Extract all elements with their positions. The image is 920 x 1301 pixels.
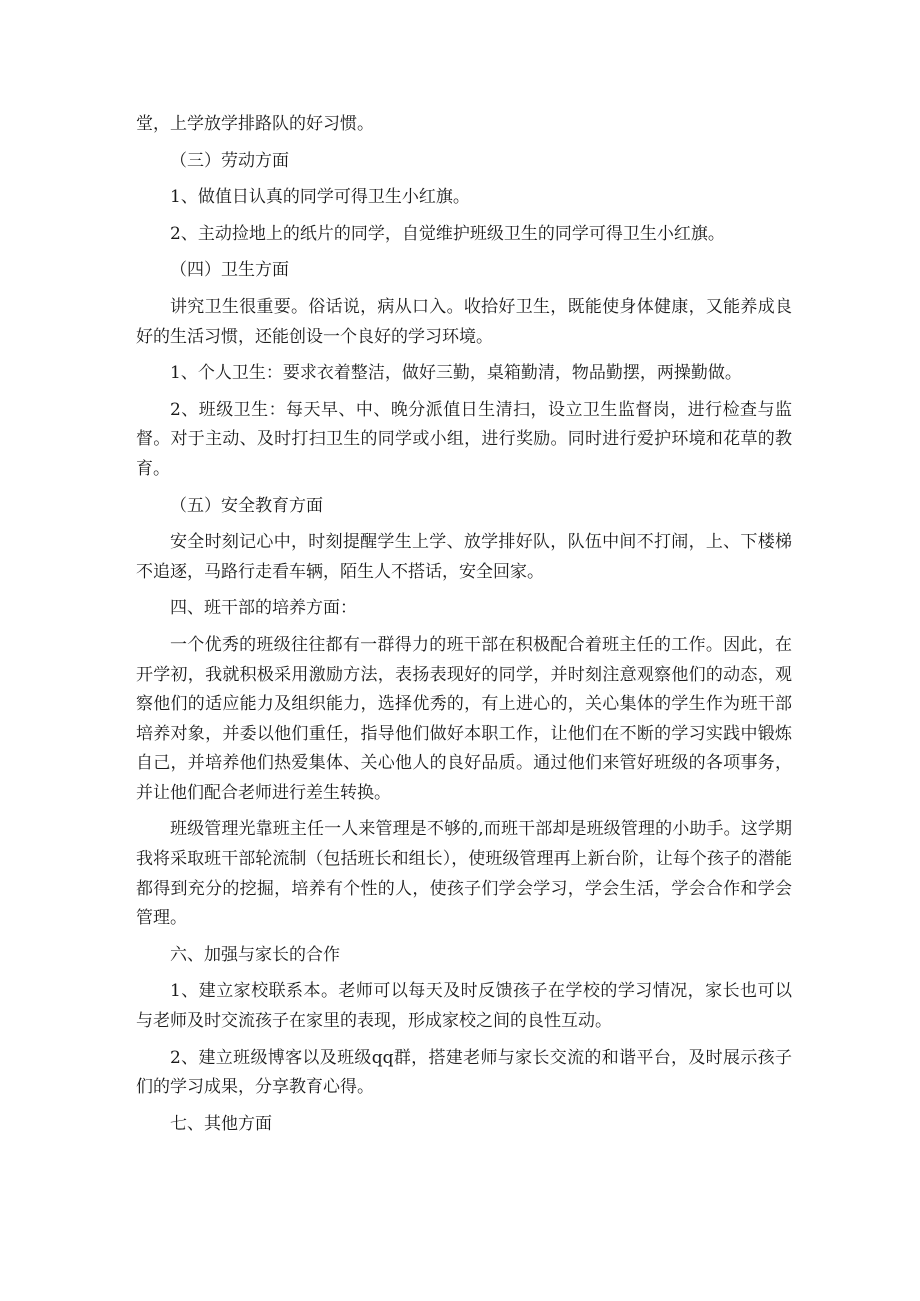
- section-heading-labor: （三）劳动方面: [170, 150, 289, 171]
- class-cadre-body-2: 班级管理光靠班主任一人来管理是不够的,而班干部却是班级管理的小助手。这学期我将采取班干部轮流制（包括班长和组长），使班级管理再上新台阶，让每个孩子的潜能都得到充分的挖掘，培养有个性的人，使孩子们学会学习，学会生活，学会合作和学会管理。: [136, 819, 792, 929]
- labor-item-1: 1、做值日认真的同学可得卫生小红旗。: [170, 187, 470, 208]
- safety-body: 安全时刻记心中，时刻提醒学生上学、放学排好队，队伍中间不打闹，上、下楼梯不追逐，马路行走看车辆，陌生人不搭话，安全回家。: [136, 532, 792, 582]
- section-heading-hygiene: （四）卫生方面: [170, 260, 289, 281]
- labor-item-2: 2、主动捡地上的纸片的同学，自觉维护班级卫生的同学可得卫生小红旗。: [170, 223, 725, 244]
- section-heading-other: 七、其他方面: [170, 1113, 272, 1134]
- hygiene-item-2: 2、班级卫生：每天早、中、晚分派值日生清扫，设立卫生监督岗，进行检查与监督。对于主动、及时打扫卫生的同学或小组，进行奖励。同时进行爱护环境和花草的教育。: [136, 399, 792, 479]
- parents-item-1: 1、建立家校联系本。老师可以每天及时反馈孩子在学校的学习情况，家长也可以与老师及时交流孩子在家里的表现，形成家校之间的良性互动。: [136, 981, 792, 1032]
- hygiene-intro: 讲究卫生很重要。俗话说，病从口入。收拾好卫生，既能使身体健康，又能养成良好的生活习惯，还能创设一个良好的学习环境。: [136, 296, 792, 347]
- paragraph-continuation: 堂，上学放学排路队的好习惯。: [136, 114, 374, 134]
- document-body: [136, 110, 792, 1139]
- hygiene-item-1: 1、个人卫生：要求衣着整洁，做好三勤，桌箱勤清，物品勤摆，两操勤做。: [170, 363, 742, 384]
- parents-item-2: 2、建立班级博客以及班级qq群，搭建老师与家长交流的和谐平台，及时展示孩子们的学习成果，分享教育心得。: [136, 1047, 792, 1098]
- section-heading-safety: （五）安全教育方面: [170, 495, 323, 516]
- section-heading-class-cadre: 四、班干部的培养方面：: [170, 598, 357, 619]
- section-heading-parents: 六、加强与家长的合作: [170, 944, 340, 965]
- class-cadre-body-1: 一个优秀的班级往往都有一群得力的班干部在积极配合着班主任的工作。因此，在开学初，我就积极采用激励方法，表扬表现好的同学，并时刻注意观察他们的动态，观察他们的适应能力及组织能力，选择优秀的，有上进心的，关心集体的学生作为班干部培养对象，并委以他们重任，指导他们做好本职工作，让他们在不断的学习实践中锻炼自己，并培养他们热爱集体、关心他人的良好品质。通过他们来管好班级的各项事务，并让他们配合老师进行差生转换。: [136, 634, 792, 803]
